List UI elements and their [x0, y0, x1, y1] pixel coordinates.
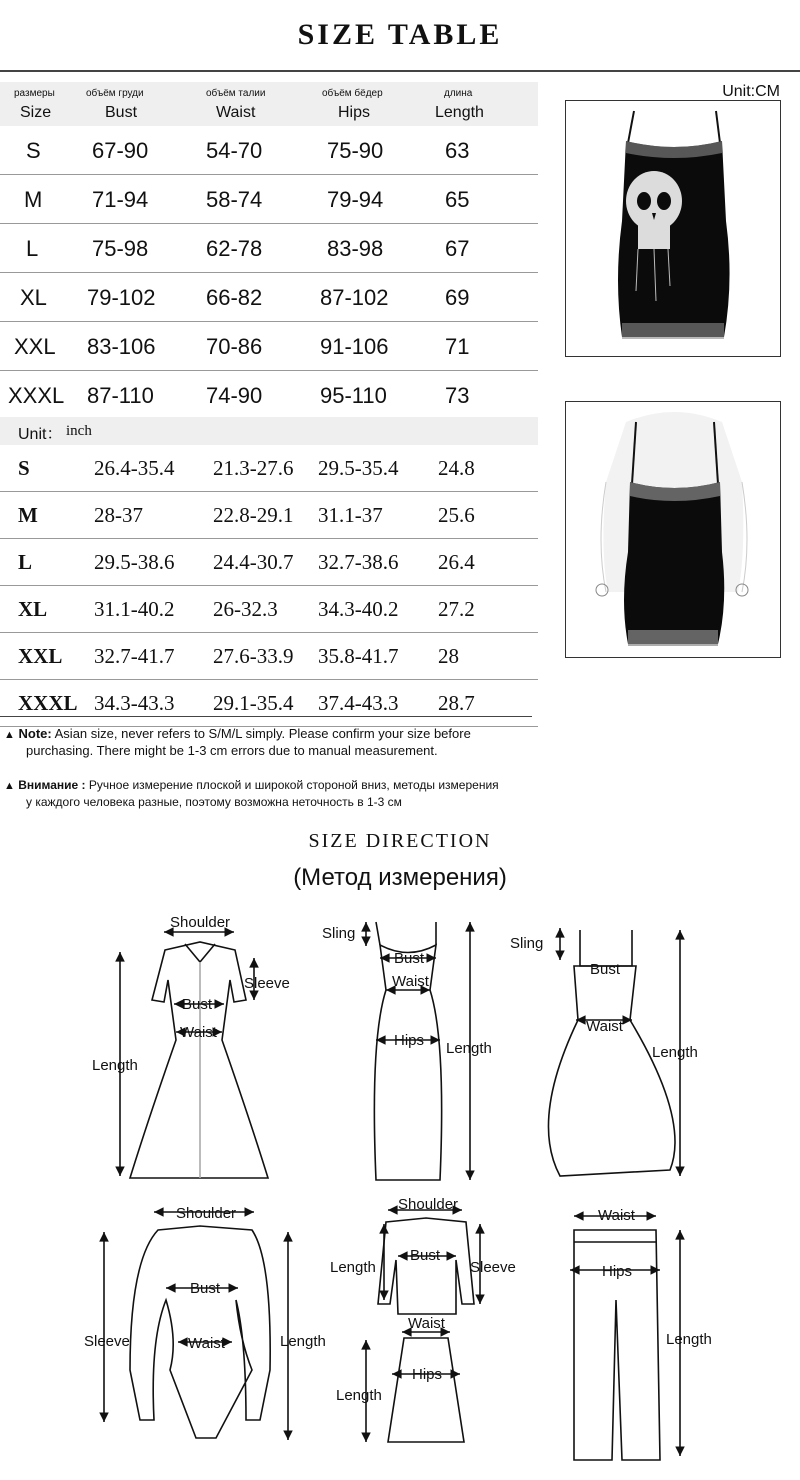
label-hips: Hips	[602, 1263, 633, 1280]
measurement-diagrams	[0, 900, 800, 1480]
table-row: XXL 83-106 70-86 91-106 71	[0, 322, 538, 371]
table-row: XXXL 34.3-43.3 29.1-35.4 37.4-43.3 28.7	[0, 680, 538, 727]
label-length: Length	[280, 1333, 326, 1350]
label-length: Length	[666, 1331, 712, 1348]
header-bust: Bust	[105, 104, 138, 121]
header-size-ru: размеры	[14, 88, 55, 99]
header-length: Length	[435, 104, 484, 121]
unit-cm-label: Unit:CM	[722, 83, 780, 100]
label-length: Length	[92, 1057, 138, 1074]
note-ru	[4, 777, 544, 810]
label-bust: Bust	[190, 1280, 221, 1297]
bodysuit-diagram	[104, 1212, 288, 1440]
header-length-ru: длина	[444, 88, 473, 99]
note-line2: purchasing. There might be 1-3 cm errors due to manual measurement.	[26, 743, 438, 758]
label-shoulder: Shoulder	[176, 1205, 237, 1222]
notes-rule	[0, 716, 532, 717]
page-title: SIZE TABLE	[297, 18, 503, 51]
header-hips: Hips	[338, 104, 371, 121]
header-size: Size	[20, 104, 52, 121]
label-waist: Waist	[586, 1018, 623, 1035]
table-row: L 75-98 62-78 83-98 67	[0, 224, 538, 273]
label-length: Length	[330, 1259, 376, 1276]
warning-triangle-icon: ▲	[4, 780, 15, 792]
label-bust: Bust	[394, 950, 425, 967]
label-sleeve: Sleeve	[244, 975, 290, 992]
label-waist: Waist	[598, 1207, 635, 1224]
size-direction-subtitle: (Метод измерения)	[293, 864, 507, 891]
header-bust-ru: объём груди	[86, 88, 144, 99]
table-row: M 28-37 22.8-29.1 31.1-37 25.6	[0, 492, 538, 539]
header-hips-ru: объём бёдер	[322, 88, 383, 99]
label-sling: Sling	[322, 925, 356, 942]
table-row: L 29.5-38.6 24.4-30.7 32.7-38.6 26.4	[0, 539, 538, 586]
table-row: M 71-94 58-74 79-94 65	[0, 175, 538, 224]
label-bust: Bust	[410, 1247, 441, 1264]
table-row: S 67-90 54-70 75-90 63	[0, 126, 538, 175]
label-waist: Waist	[180, 1024, 217, 1041]
product-photo-front	[565, 100, 781, 357]
pants-diagram	[570, 1216, 680, 1460]
label-length: Length	[446, 1040, 492, 1057]
label-waist: Waist	[408, 1315, 445, 1332]
label-waist: Waist	[392, 973, 429, 990]
note-line1: Asian size, never refers to S/M/L simply. Please confirm your size before	[54, 726, 471, 741]
table-row: XXL 32.7-41.7 27.6-33.9 35.8-41.7 28	[0, 633, 538, 680]
table-row: XXXL 87-110 74-90 95-110 73	[8, 383, 470, 408]
unit-inch-label: Unit：	[18, 426, 63, 443]
note-ru-line1: Ручное измерение плоской и широкой стороной вниз, методы измерения	[88, 778, 499, 792]
size-table	[0, 82, 538, 727]
table-row: XL 31.1-40.2 26-32.3 34.3-40.2 27.2	[0, 586, 538, 633]
table-row: XL 79-102 66-82 87-102 69	[0, 273, 538, 322]
label-bust: Bust	[182, 996, 213, 1013]
label-length: Length	[652, 1044, 698, 1061]
note-ru-line2: у каждого человека разные, поэтому возможна неточность в 1-3 см	[26, 795, 402, 809]
product-photo-back	[565, 401, 781, 658]
unit-inch-value: inch	[66, 423, 92, 439]
table-row: S 26.4-35.4 21.3-27.6 29.5-35.4 24.8	[0, 445, 538, 492]
shirt-dress-diagram	[120, 932, 268, 1178]
header-waist: Waist	[216, 104, 256, 121]
label-sleeve: Sleeve	[470, 1259, 516, 1276]
title-rule	[0, 70, 800, 72]
header-waist-ru: объём талии	[206, 88, 266, 99]
note-en	[4, 726, 544, 759]
note-label: Note:	[18, 726, 52, 741]
note-ru-label: Внимание :	[18, 778, 86, 792]
label-bust: Bust	[590, 961, 621, 978]
label-waist: Waist	[188, 1335, 225, 1352]
unit-inch-bar	[0, 417, 538, 445]
size-table-header	[0, 82, 538, 126]
label-length: Length	[336, 1387, 382, 1404]
label-shoulder: Shoulder	[170, 914, 231, 931]
label-sling: Sling	[510, 935, 544, 952]
label-sleeve: Sleeve	[84, 1333, 130, 1350]
size-direction-title: SIZE DIRECTION	[308, 830, 492, 852]
warning-triangle-icon: ▲	[4, 729, 15, 741]
label-shoulder: Shoulder	[398, 1196, 459, 1213]
label-hips: Hips	[394, 1032, 425, 1049]
label-hips: Hips	[412, 1366, 443, 1383]
